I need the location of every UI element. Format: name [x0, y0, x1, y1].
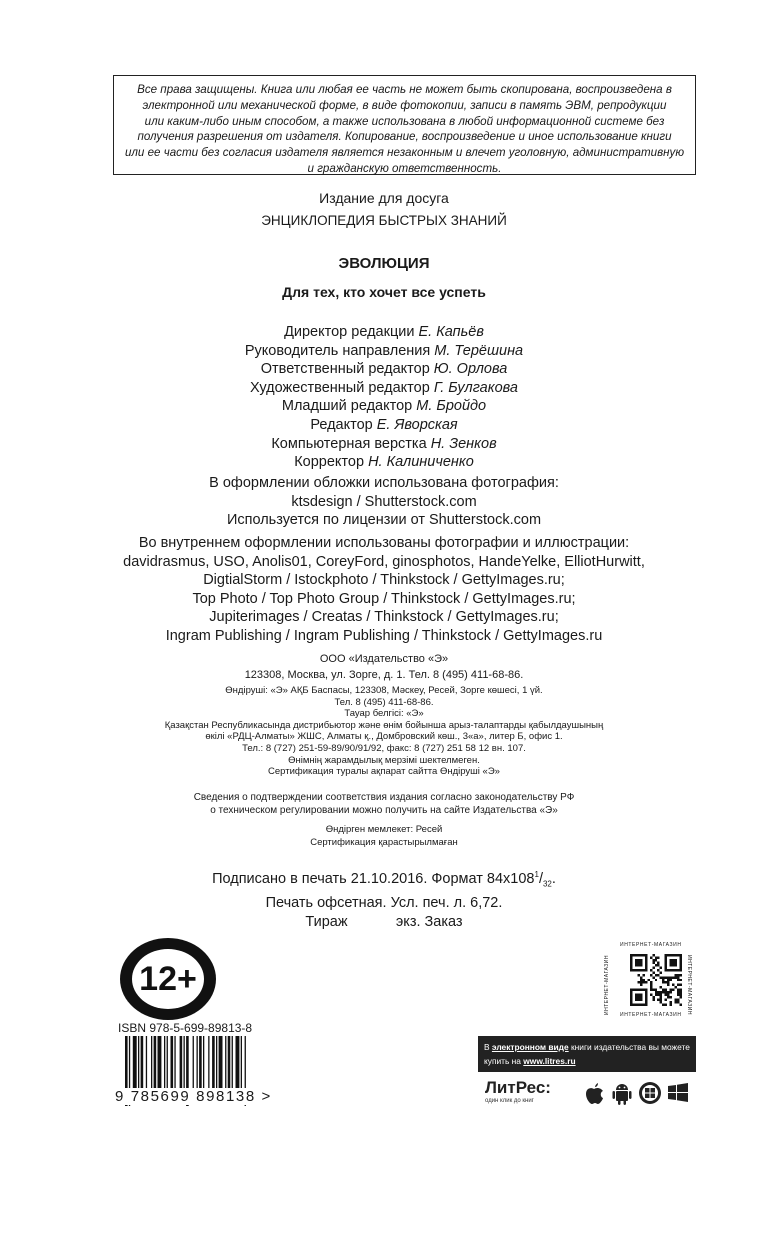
inner-line: Jupiterimages / Creatas / Thinkstock / GettyImages.ru; — [209, 609, 559, 626]
inner-line: davidrasmus, USO, Anolis01, CoreyFord, ginosphotos, HandeYelke, ElliotHurwitt, — [123, 553, 645, 570]
credits-list — [0, 323, 768, 472]
inner-line: DigtialStorm / Istockphoto / Thinkstock / GettyImages.ru; — [203, 572, 565, 589]
origin-info — [0, 824, 768, 849]
cover-line: В оформлении обложки использована фотография: — [209, 475, 559, 491]
publisher-line: ООО «Издательство «Э» — [319, 653, 449, 665]
publisher-kz-line: Тел. 8 (495) 411-68-86. — [334, 696, 434, 708]
credit-line: Корректор Н. Калиниченко — [294, 454, 474, 471]
print-line-run: Тираж экз. Заказ — [305, 913, 463, 930]
publisher-kz-line: Тел.: 8 (727) 251-59-89/90/91/92, факс: 8 (727) 251 58 12 вн. 107. — [242, 742, 526, 754]
publisher-info-kz — [0, 685, 768, 778]
publisher-kz-line: Өндіруші: «Э» АҚБ Баспасы, 123308, Мәскеу, Ресей, Зорге көшесі, 1 үй. — [225, 685, 543, 696]
rights-line: Все права защищены. Книга или любая ее часть не может быть скопирована, воспроизведена в — [137, 83, 672, 96]
conformity-line: о техническом регулировании можно получить на сайте Издательства «Э» — [210, 804, 558, 816]
age-badge-icon — [118, 937, 218, 1021]
rights-line: электронной или механической форме, в виде фотокопии, записи в память ЭВМ, репродукции — [142, 98, 667, 112]
rights-notice — [113, 75, 696, 175]
qr-code-icon[interactable] — [630, 954, 682, 1006]
print-info — [0, 866, 768, 932]
isbn: ISBN 978-5-699-89813-8 — [118, 1021, 253, 1035]
credit-line: Руководитель направления М. Терёшина — [244, 342, 524, 359]
rights-line: или ее части без согласия издателя является незаконным и влечет уголовную, административную — [124, 146, 685, 160]
cover-photo-credits — [0, 474, 768, 530]
cover-line: Используется по лицензии от Shutterstock.com — [226, 512, 542, 529]
apple-icon[interactable] — [582, 1080, 606, 1106]
qr-label-left: ИНТЕРНЕТ-МАГАЗИН — [604, 955, 610, 1015]
credit-line: Ответственный редактор Ю. Орлова — [260, 361, 508, 378]
book-subtitle: Для тех, кто хочет все успеть — [282, 284, 486, 300]
android-icon[interactable] — [610, 1080, 634, 1106]
litres-logo[interactable]: ЛитРес: — [485, 1078, 551, 1097]
print-line-offset: Печать офсетная. Усл. печ. л. 6,72. — [265, 895, 503, 912]
litres-banner-line2: купить на www.litres.ru — [484, 1056, 576, 1066]
credit-line: Редактор Е. Яворская — [310, 416, 458, 433]
conformity-info — [0, 792, 768, 817]
age-rating-text: 12+ — [139, 960, 197, 998]
rights-line: или каким-либо иным способом, а также использована в любой информационной системе без — [144, 114, 665, 128]
credit-line: Компьютерная верстка Н. Зенков — [271, 435, 497, 452]
publisher-kz-line: Қазақстан Республикасында дистрибьютор және өнім бойынша арыз-талаптарды қабылдаушының — [164, 719, 604, 731]
qr-label-right: ИНТЕРНЕТ-МАГАЗИН — [686, 955, 692, 1015]
qr-label-top: ИНТЕРНЕТ-МАГАЗИН — [620, 942, 682, 948]
publisher-line: 123308, Москва, ул. Зорге, д. 1. Тел. 8 (495) 411-68-86. — [244, 669, 524, 681]
litres-slogan: один клик до книг — [485, 1098, 534, 1104]
rights-line: и гражданскую ответственность. — [307, 161, 502, 175]
litres-banner-line1: В электронном виде книги издательства вы можете — [484, 1042, 690, 1052]
publisher-kz-line: өкілі «РДЦ-Алматы» ЖШС, Алматы қ., Домбровский көш., 3«а», литер Б, офис 1. — [205, 731, 563, 743]
credit-line: Художественный редактор Г. Булгакова — [250, 379, 518, 396]
inner-photo-credits — [0, 534, 768, 646]
series-name: ЭНЦИКЛОПЕДИЯ БЫСТРЫХ ЗНАНИЙ — [261, 213, 507, 228]
cover-line: ktsdesign / Shutterstock.com — [291, 493, 477, 510]
rights-line: получения разрешения от издателя. Копирование, воспроизведение и иное использование книги — [137, 130, 672, 144]
publisher-info — [0, 651, 768, 683]
inner-line: Top Photo / Top Photo Group / Thinkstock / GettyImages.ru; — [192, 590, 576, 607]
conformity-line: Сведения о подтверждении соответствия издания согласно законодательству РФ — [193, 792, 575, 803]
edition-type: Издание для досуга — [319, 190, 449, 206]
inner-line: Во внутреннем оформлении использованы фотографии и иллюстрации: — [138, 535, 630, 551]
credit-line: Директор редакции Е. Капьёв — [284, 324, 484, 340]
qr-label-bottom: ИНТЕРНЕТ-МАГАЗИН — [620, 1012, 682, 1018]
barcode-digits: 9 785699 898138 > — [115, 1088, 272, 1105]
inner-line: Ingram Publishing / Ingram Publishing / Thinkstock / GettyImages.ru — [165, 627, 603, 644]
publisher-kz-line: Өнімнің жарамдылық мерзімі шектелмеген. — [288, 754, 480, 766]
credit-line: Младший редактор М. Бройдо — [281, 398, 487, 415]
book-title: ЭВОЛЮЦИЯ — [338, 255, 430, 272]
litres-banner[interactable] — [478, 1036, 696, 1072]
windows-phone-icon[interactable] — [638, 1080, 662, 1106]
origin-line: Сертификация қарастырылмаған — [310, 836, 458, 848]
origin-line: Өндірген мемлекет: Ресей — [325, 824, 443, 835]
windows-icon[interactable] — [666, 1080, 690, 1106]
publisher-kz-line: Тауар белгісі: «Э» — [344, 708, 424, 720]
print-line-format: Подписано в печать 21.10.2016. Формат $84х108^1/_{32}$. — [212, 870, 556, 889]
age-rating-badge — [118, 937, 218, 1021]
publisher-kz-line: Сертификация туралы ақпарат сайтта Өндіруші «Э» — [268, 766, 500, 778]
